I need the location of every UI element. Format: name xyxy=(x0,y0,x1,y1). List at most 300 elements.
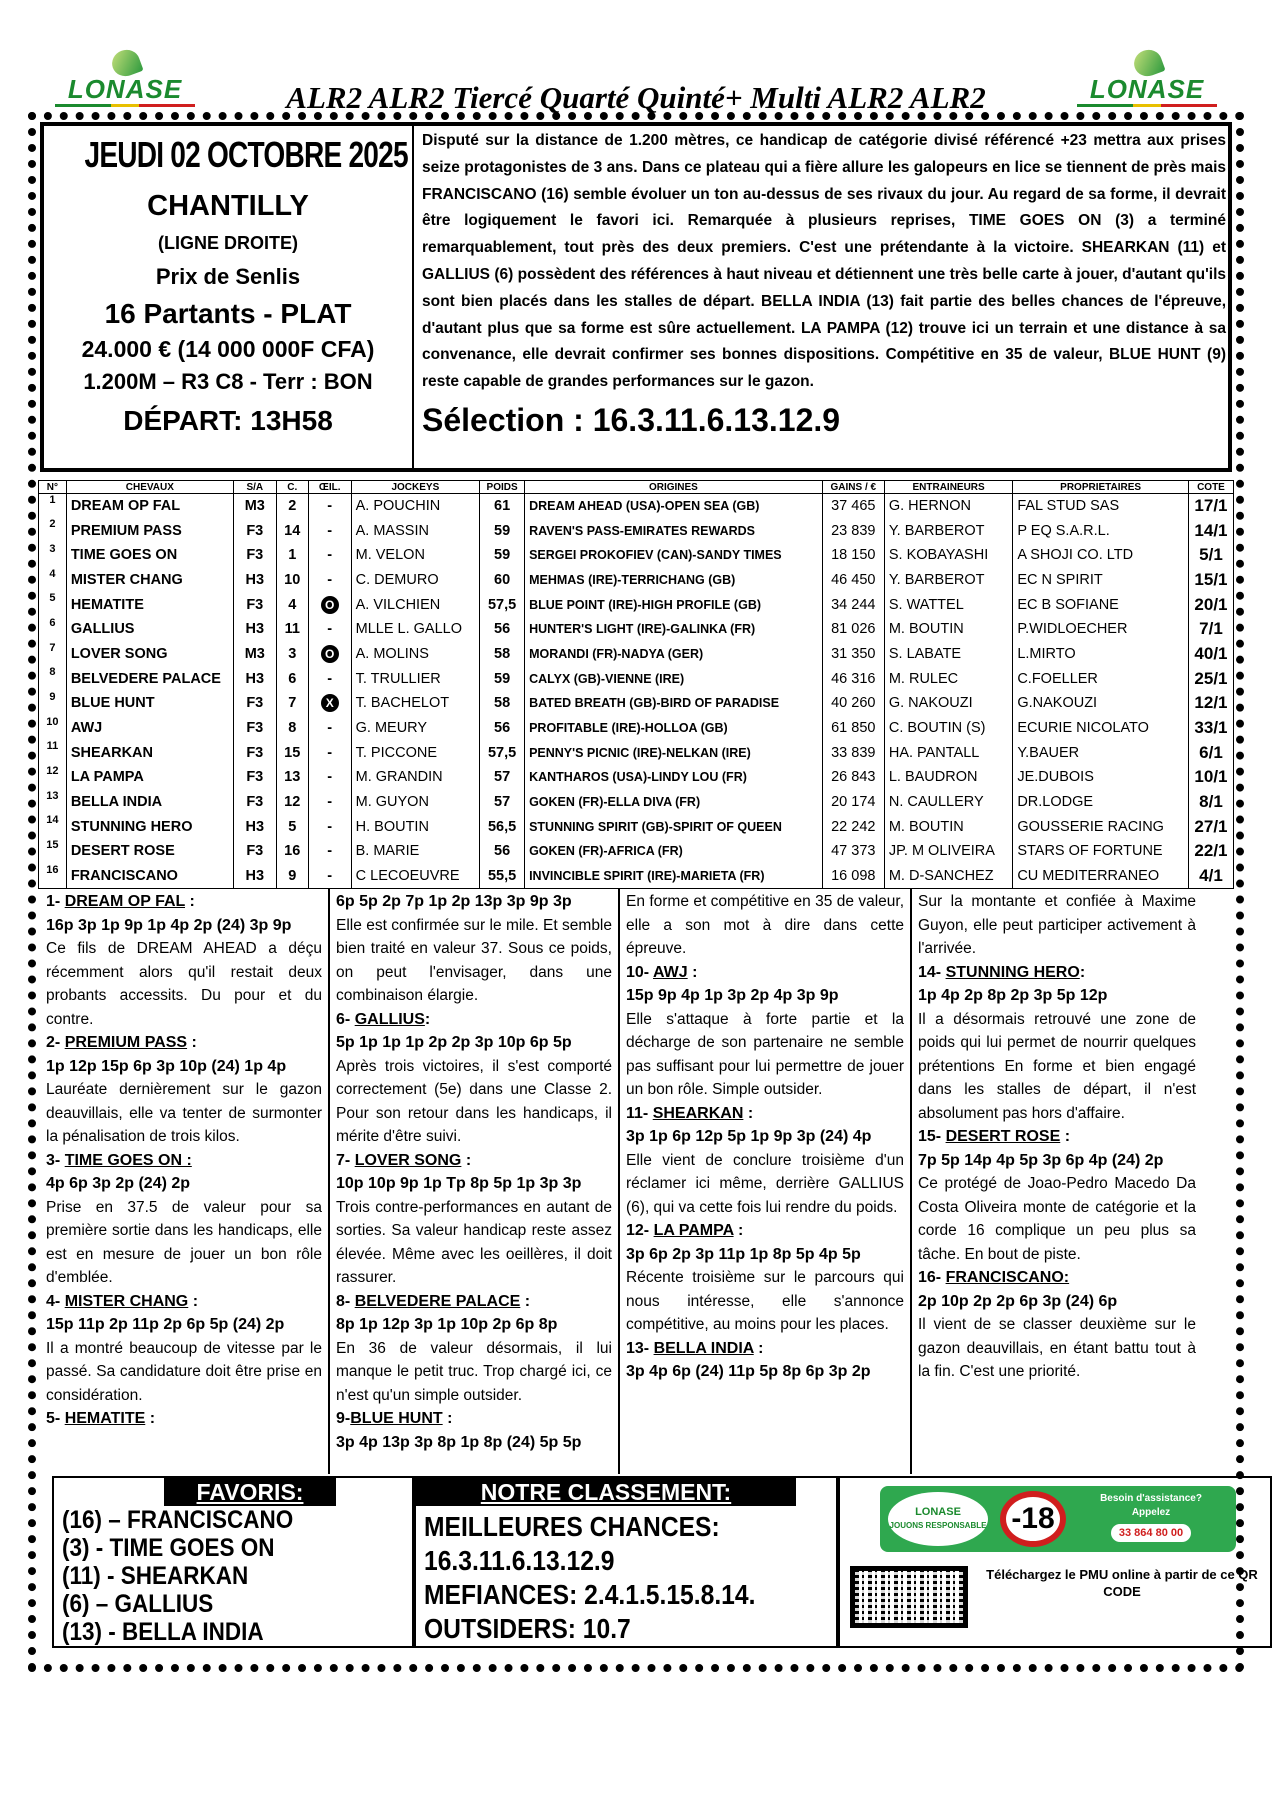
resp-slogan: JOUONS RESPONSABLE xyxy=(889,1521,987,1530)
comment-text-8: En 36 de valeur désormais, il lui manque le petit truc. Trop chargé ici, ce n'est qu'un simple outsider. xyxy=(336,1339,612,1404)
cell-proprietaire: GOUSSERIE RACING xyxy=(1013,814,1189,839)
comment-perf-4: 15p 11p 2p 11p 2p 6p 5p (24) 2p xyxy=(46,1316,285,1333)
cell-cheval: FRANCISCANO xyxy=(66,864,233,889)
bottom-section xyxy=(40,1476,1258,1648)
comment-text-7: Trois contre-performances en autant de sorties. Sa valeur handicap reste assez élevée. Même avec les oeillères, il doit rassurer. xyxy=(336,1198,612,1286)
cell-cote: 14/1 xyxy=(1188,518,1233,543)
cell-entraineur: JP. M OLIVEIRA xyxy=(884,839,1012,864)
phone-number[interactable]: 33 864 80 00 xyxy=(1111,1524,1191,1542)
cell-n: 5 xyxy=(39,592,67,617)
cell-jockey: A. VILCHIEN xyxy=(351,592,479,617)
comment-text-16: Il vient de se classer deuxième sur le gazon deauvillais, en étant battu tout à la fin. C'est une priorité. xyxy=(918,1316,1196,1380)
comment-heading-5: 5- HEMATITE : xyxy=(46,1410,156,1427)
col-header: ENTRAINEURS xyxy=(884,481,1012,494)
cell-sa: F3 xyxy=(233,518,276,543)
cell-poids: 61 xyxy=(480,494,525,519)
cell-cote: 4/1 xyxy=(1188,864,1233,889)
cell-oeil: - xyxy=(308,494,351,519)
favoris-box xyxy=(52,1476,414,1648)
cell-proprietaire: STARS OF FORTUNE xyxy=(1013,839,1189,864)
qr-pattern xyxy=(855,1571,963,1623)
cell-c: 9 xyxy=(276,864,308,889)
table-row xyxy=(39,839,1234,864)
table-header-row xyxy=(39,481,1234,494)
cell-cheval: MISTER CHANG xyxy=(66,568,233,593)
cell-poids: 56 xyxy=(480,716,525,741)
cell-oeil xyxy=(308,691,351,716)
horse-comments xyxy=(40,888,1232,1474)
cell-entraineur: L. BAUDRON xyxy=(884,765,1012,790)
col-header: ORIGINES xyxy=(525,481,823,494)
cell-oeil: - xyxy=(308,864,351,889)
col-header: S/A xyxy=(233,481,276,494)
cell-sa: H3 xyxy=(233,814,276,839)
comment-perf-13: 3p 4p 6p (24) 11p 5p 8p 6p 3p 2p xyxy=(626,1363,871,1380)
oeilleres-icon: O xyxy=(321,596,339,614)
cell-proprietaire: P EQ S.A.R.L. xyxy=(1013,518,1189,543)
comment-heading-12: 12- LA PAMPA : xyxy=(626,1222,744,1239)
cell-jockey: MLLE L. GALLO xyxy=(351,617,479,642)
cell-c: 16 xyxy=(276,839,308,864)
oeilleres-australiennes-icon: X xyxy=(321,694,339,712)
cell-n: 2 xyxy=(39,518,67,543)
cell-proprietaire: EC N SPIRIT xyxy=(1013,568,1189,593)
cell-n: 12 xyxy=(39,765,67,790)
cell-oeil: - xyxy=(308,790,351,815)
cell-cheval: BELLA INDIA xyxy=(66,790,233,815)
cell-sa: H3 xyxy=(233,864,276,889)
piste: (LIGNE DROITE) xyxy=(158,233,298,253)
comment-text-2: Lauréate dernièrement sur le gazon deauvillais, elle va tenter de surmonter la pénalisation de trois kilos. xyxy=(46,1081,322,1145)
cell-poids: 56,5 xyxy=(480,814,525,839)
cell-proprietaire: EC B SOFIANE xyxy=(1013,592,1189,617)
cell-poids: 58 xyxy=(480,642,525,667)
cell-cote: 10/1 xyxy=(1188,765,1233,790)
table-row xyxy=(39,716,1234,741)
comment-text-14: Il a désormais retrouvé une zone de poids qui lui permet de nourrir quelques prétentions En forme et bien engagé dans les stalles de départ, il n'est absolument pas hors d'affaire. xyxy=(918,1010,1196,1122)
cell-c: 13 xyxy=(276,765,308,790)
cell-jockey: M. GUYON xyxy=(351,790,479,815)
favori-item: (11) - SHEARKAN xyxy=(62,1562,249,1590)
comment-perf-7: 10p 10p 9p 1p Tp 8p 5p 1p 3p 3p xyxy=(336,1175,582,1192)
cell-sa: F3 xyxy=(233,839,276,864)
comment-text-1: Ce fils de DREAM AHEAD a déçu récemment alors qu'il restait deux probants accessits. Du pour et du contre. xyxy=(46,940,322,1028)
cell-entraineur: N. CAULLERY xyxy=(884,790,1012,815)
cell-entraineur: M. BOUTIN xyxy=(884,617,1012,642)
comment-perf-11: 3p 1p 6p 12p 5p 1p 9p 3p (24) 4p xyxy=(626,1128,872,1145)
cell-proprietaire: C.FOELLER xyxy=(1013,666,1189,691)
cell-sa: F3 xyxy=(233,691,276,716)
cell-poids: 57,5 xyxy=(480,740,525,765)
cell-oeil: - xyxy=(308,518,351,543)
hippodrome: CHANTILLY xyxy=(147,190,309,222)
lonase-logo-left xyxy=(50,54,200,104)
comment-heading-13: 13- BELLA INDIA : xyxy=(626,1339,764,1357)
cell-jockey: C. DEMURO xyxy=(351,568,479,593)
cell-jockey: H. BOUTIN xyxy=(351,814,479,839)
cell-c: 2 xyxy=(276,494,308,519)
cell-c: 6 xyxy=(276,666,308,691)
lonase-logo-right xyxy=(1072,54,1222,104)
cell-gains: 16 098 xyxy=(822,864,884,889)
comment-perf-2: 1p 12p 15p 6p 3p 10p (24) 1p 4p xyxy=(46,1057,287,1075)
col-header: JOCKEYS xyxy=(351,481,479,494)
comment-perf-6: 5p 1p 1p 1p 2p 2p 3p 10p 6p 5p xyxy=(336,1034,572,1051)
cell-oeil: - xyxy=(308,716,351,741)
comment-text-3: Prise en 37.5 de valeur pour sa première sortie dans les handicaps, elle est en mesure de jouer un bon rôle d'emblée. xyxy=(46,1198,322,1286)
cell-n: 11 xyxy=(39,740,67,765)
cell-cote: 7/1 xyxy=(1188,617,1233,642)
cell-entraineur: M. D-SANCHEZ xyxy=(884,864,1012,889)
cell-oeil: - xyxy=(308,765,351,790)
cell-origine: BATED BREATH (GB)-BIRD OF PARADISE xyxy=(525,691,823,716)
cell-proprietaire: L.MIRTO xyxy=(1013,642,1189,667)
cell-gains: 23 839 xyxy=(822,518,884,543)
cell-c: 14 xyxy=(276,518,308,543)
cell-jockey: G. MEURY xyxy=(351,716,479,741)
cell-proprietaire: CU MEDITERRANEO xyxy=(1013,864,1189,889)
cell-jockey: A. MASSIN xyxy=(351,518,479,543)
partants-table xyxy=(38,480,1234,889)
race-date: JEUDI 02 OCTOBRE 2025 xyxy=(84,134,408,175)
cell-entraineur: Y. BARBEROT xyxy=(884,568,1012,593)
cell-jockey: B. MARIE xyxy=(351,839,479,864)
race-info-box xyxy=(40,122,1232,472)
cell-cote: 25/1 xyxy=(1188,666,1233,691)
comments-column-2 xyxy=(330,888,620,1474)
responsible-gaming-banner xyxy=(880,1486,1236,1552)
cell-c: 12 xyxy=(276,790,308,815)
logo-text: LONASE xyxy=(1089,74,1205,104)
comments-column-4 xyxy=(912,888,1202,1474)
selection: Sélection : 16.3.11.6.13.12.9 xyxy=(422,401,841,438)
col-header: ŒIL. xyxy=(308,481,351,494)
comment-text-13: Sur la montante et confiée à Maxime Guyon, elle peut participer activement à l'arrivée. xyxy=(918,893,1196,957)
cell-jockey: A. MOLINS xyxy=(351,642,479,667)
cell-n: 9 xyxy=(39,691,67,716)
table-row xyxy=(39,568,1234,593)
table-row xyxy=(39,740,1234,765)
cell-n: 15 xyxy=(39,839,67,864)
col-header: CHEVAUX xyxy=(66,481,233,494)
cell-entraineur: HA. PANTALL xyxy=(884,740,1012,765)
cell-c: 4 xyxy=(276,592,308,617)
cell-c: 5 xyxy=(276,814,308,839)
cell-sa: F3 xyxy=(233,592,276,617)
cell-sa: H3 xyxy=(233,666,276,691)
comment-text-10: Elle s'attaque à forte partie et la décharge de son partenaire ne semble pas suffisant pour lui permettre de jouer un bon rôle. Simple outsider. xyxy=(626,1010,904,1098)
cell-cheval: HEMATITE xyxy=(66,592,233,617)
cell-gains: 22 242 xyxy=(822,814,884,839)
comment-text-9: En forme et compétitive en 35 de valeur, elle a son mot à dire dans cette épreuve. xyxy=(626,893,904,957)
cell-entraineur: S. LABATE xyxy=(884,642,1012,667)
cell-n: 8 xyxy=(39,666,67,691)
cell-c: 7 xyxy=(276,691,308,716)
resp-logo-text: LONASE xyxy=(915,1506,961,1518)
cell-origine: PENNY'S PICNIC (IRE)-NELKAN (IRE) xyxy=(525,740,823,765)
cell-cheval: BELVEDERE PALACE xyxy=(66,666,233,691)
comment-heading-2: 2- PREMIUM PASS : xyxy=(46,1034,197,1051)
cell-cote: 27/1 xyxy=(1188,814,1233,839)
cell-proprietaire: DR.LODGE xyxy=(1013,790,1189,815)
depart-time: DÉPART: 13H58 xyxy=(123,405,333,436)
help-text: Besoin d'assistance? xyxy=(1100,1493,1202,1504)
cell-oeil xyxy=(308,592,351,617)
logo-underline xyxy=(55,104,195,107)
cell-origine: STUNNING SPIRIT (GB)-SPIRIT OF QUEEN xyxy=(525,814,823,839)
comment-text-5: Elle est confirmée sur le mile. Et semble bien traité en valeur 37. Sous ce poids, on peut l'envisager, dans une combinaison élargie. xyxy=(336,916,612,1004)
cell-cote: 40/1 xyxy=(1188,642,1233,667)
allocation: 24.000 € (14 000 000F CFA) xyxy=(81,336,375,362)
comment-heading-6: 6- GALLIUS: xyxy=(336,1010,431,1028)
cell-origine: INVINCIBLE SPIRIT (IRE)-MARIETA (FR) xyxy=(525,864,823,889)
comment-perf-8: 8p 1p 12p 3p 1p 10p 2p 6p 8p xyxy=(336,1316,558,1333)
classement-box xyxy=(414,1476,838,1648)
cell-gains: 47 373 xyxy=(822,839,884,864)
classement-list xyxy=(424,1510,801,1646)
cell-proprietaire: A SHOJI CO. LTD xyxy=(1013,543,1189,568)
cell-entraineur: M. BOUTIN xyxy=(884,814,1012,839)
cell-gains: 34 244 xyxy=(822,592,884,617)
cell-jockey: M. VELON xyxy=(351,543,479,568)
col-header: GAINS / € xyxy=(822,481,884,494)
cell-cheval: PREMIUM PASS xyxy=(66,518,233,543)
cell-cote: 6/1 xyxy=(1188,740,1233,765)
comment-heading-14: 14- STUNNING HERO: xyxy=(918,963,1086,981)
table-row xyxy=(39,814,1234,839)
cell-cote: 8/1 xyxy=(1188,790,1233,815)
cell-cheval: TIME GOES ON xyxy=(66,543,233,568)
table-row xyxy=(39,592,1234,617)
comment-text-12: Récente troisième sur le parcours qui nous intéresse, elle s'annonce compétitive, au moins pour les places. xyxy=(626,1269,904,1333)
cell-c: 11 xyxy=(276,617,308,642)
comment-text-6: Après trois victoires, il s'est comporté correctement (5e) dans une Classe 2. Pour son retour dans les handicaps, il mérite d'être suivi. xyxy=(336,1057,612,1145)
cell-n: 3 xyxy=(39,543,67,568)
cell-poids: 59 xyxy=(480,518,525,543)
cell-poids: 57 xyxy=(480,765,525,790)
cell-gains: 37 465 xyxy=(822,494,884,519)
cell-origine: KANTHAROS (USA)-LINDY LOU (FR) xyxy=(525,765,823,790)
cell-sa: H3 xyxy=(233,617,276,642)
comment-perf-3: 4p 6p 3p 2p (24) 2p xyxy=(46,1175,191,1192)
cell-sa: M3 xyxy=(233,494,276,519)
race-details xyxy=(44,126,414,468)
col-header: C. xyxy=(276,481,308,494)
table-row xyxy=(39,543,1234,568)
qr-caption: Téléchargez le PMU online à partir de ce QR CODE xyxy=(986,1567,1258,1599)
cell-gains: 26 843 xyxy=(822,765,884,790)
cell-cheval: LOVER SONG xyxy=(66,642,233,667)
oeilleres-icon: O xyxy=(321,645,339,663)
cell-origine: PROFITABLE (IRE)-HOLLOA (GB) xyxy=(525,716,823,741)
table-row xyxy=(39,666,1234,691)
cell-c: 3 xyxy=(276,642,308,667)
cell-cheval: LA PAMPA xyxy=(66,765,233,790)
comment-heading-11: 11- SHEARKAN : xyxy=(626,1104,754,1122)
cell-c: 1 xyxy=(276,543,308,568)
table-row xyxy=(39,864,1234,889)
cell-poids: 56 xyxy=(480,617,525,642)
cell-cote: 22/1 xyxy=(1188,839,1233,864)
cell-n: 14 xyxy=(39,814,67,839)
cell-n: 10 xyxy=(39,716,67,741)
cell-origine: RAVEN'S PASS-EMIRATES REWARDS xyxy=(525,518,823,543)
cell-oeil: - xyxy=(308,543,351,568)
cell-gains: 46 450 xyxy=(822,568,884,593)
comment-heading-1: 1- DREAM OP FAL : xyxy=(46,893,195,910)
cell-oeil: - xyxy=(308,666,351,691)
qr-code-icon[interactable] xyxy=(850,1566,968,1628)
comment-heading-4: 4- MISTER CHANG : xyxy=(46,1292,199,1310)
table-row xyxy=(39,790,1234,815)
cell-origine: GOKEN (FR)-ELLA DIVA (FR) xyxy=(525,790,823,815)
cell-origine: MORANDI (FR)-NADYA (GER) xyxy=(525,642,823,667)
cell-origine: GOKEN (FR)-AFRICA (FR) xyxy=(525,839,823,864)
cell-oeil: - xyxy=(308,839,351,864)
cell-oeil: - xyxy=(308,617,351,642)
cell-proprietaire: G.NAKOUZI xyxy=(1013,691,1189,716)
jouons-responsable-logo xyxy=(888,1492,988,1546)
cell-cheval: AWJ xyxy=(66,716,233,741)
cell-cote: 5/1 xyxy=(1188,543,1233,568)
cell-entraineur: M. RULEC xyxy=(884,666,1012,691)
comment-heading-16: 16- FRANCISCANO: xyxy=(918,1269,1070,1286)
cell-cote: 15/1 xyxy=(1188,568,1233,593)
cell-cheval: STUNNING HERO xyxy=(66,814,233,839)
cell-entraineur: G. NAKOUZI xyxy=(884,691,1012,716)
cell-n: 6 xyxy=(39,617,67,642)
comments-column-1 xyxy=(40,888,330,1474)
cell-cheval: SHEARKAN xyxy=(66,740,233,765)
cell-oeil: - xyxy=(308,568,351,593)
cell-sa: F3 xyxy=(233,765,276,790)
cell-sa: F3 xyxy=(233,716,276,741)
cell-proprietaire: FAL STUD SAS xyxy=(1013,494,1189,519)
comment-heading-9: 9-BLUE HUNT : xyxy=(336,1410,453,1427)
comment-perf-16: 2p 10p 2p 2p 6p 3p (24) 6p xyxy=(918,1292,1118,1310)
comment-perf-10: 15p 9p 4p 1p 3p 2p 4p 3p 9p xyxy=(626,987,839,1004)
page-title: ALR2 ALR2 Tiercé Quarté Quinté+ Multi ALR2 ALR2 xyxy=(286,80,986,115)
cell-origine: HUNTER'S LIGHT (IRE)-GALINKA (FR) xyxy=(525,617,823,642)
prix-name: Prix de Senlis xyxy=(155,264,301,289)
table-row xyxy=(39,494,1234,519)
comment-heading-3: 3- TIME GOES ON : xyxy=(46,1151,192,1169)
cell-entraineur: S. WATTEL xyxy=(884,592,1012,617)
comment-text-15: Ce protégé de Joao-Pedro Macedo Da Costa Oliveira monte de catégorie et la corde 16 complique un peu plus sa tâche. En bout de piste. xyxy=(918,1175,1196,1263)
cell-poids: 55,5 xyxy=(480,864,525,889)
race-analysis xyxy=(422,128,1226,439)
cell-n: 16 xyxy=(39,864,67,889)
table-row xyxy=(39,617,1234,642)
cell-gains: 31 350 xyxy=(822,642,884,667)
call-text: Appelez xyxy=(1131,1507,1171,1518)
cell-gains: 18 150 xyxy=(822,543,884,568)
comment-text-11: Elle vient de conclure troisième d'un réclamer ici même, derrière GALLIUS (6), qui va cette fois lui rendre du poids. xyxy=(626,1151,904,1216)
age-restriction-icon: -18 xyxy=(1000,1491,1066,1547)
jeu-responsable-box xyxy=(838,1476,1272,1648)
favori-item: (3) - TIME GOES ON xyxy=(62,1534,275,1562)
page-header xyxy=(40,50,1232,120)
cell-gains: 81 026 xyxy=(822,617,884,642)
cell-cote: 33/1 xyxy=(1188,716,1233,741)
cell-sa: F3 xyxy=(233,740,276,765)
cell-cote: 12/1 xyxy=(1188,691,1233,716)
comment-perf-12: 3p 6p 2p 3p 11p 1p 8p 5p 4p 5p xyxy=(626,1245,861,1263)
cell-poids: 57,5 xyxy=(480,592,525,617)
cell-poids: 59 xyxy=(480,543,525,568)
comment-perf-1: 16p 3p 1p 9p 1p 4p 2p (24) 3p 9p xyxy=(46,916,292,934)
cell-n: 1 xyxy=(39,494,67,519)
cell-entraineur: Y. BARBEROT xyxy=(884,518,1012,543)
cell-gains: 20 174 xyxy=(822,790,884,815)
comment-perf-9: 3p 4p 13p 3p 8p 1p 8p (24) 5p 5p xyxy=(336,1433,582,1451)
partants-count: 16 Partants - PLAT xyxy=(104,298,352,329)
distance-info: 1.200M – R3 C8 - Terr : BON xyxy=(83,369,373,394)
col-header: COTE xyxy=(1188,481,1233,494)
mefiances: MEFIANCES: 2.4.1.5.15.8.14. xyxy=(424,1579,756,1610)
comment-heading-15: 15- DESERT ROSE : xyxy=(918,1128,1071,1145)
help-info xyxy=(1076,1492,1226,1542)
cell-sa: F3 xyxy=(233,543,276,568)
cell-origine: CALYX (GB)-VIENNE (IRE) xyxy=(525,666,823,691)
cell-oeil: - xyxy=(308,814,351,839)
favori-item: (16) – FRANCISCANO xyxy=(62,1506,294,1534)
cell-n: 7 xyxy=(39,642,67,667)
comment-perf-5: 6p 5p 2p 7p 1p 2p 13p 3p 9p 3p xyxy=(336,893,572,910)
col-header: PROPRIETAIRES xyxy=(1013,481,1189,494)
comments-column-3 xyxy=(620,888,912,1474)
cell-oeil: - xyxy=(308,740,351,765)
comment-text-4: Il a montré beaucoup de vitesse par le passé. Sa candidature doit être prise en considération. xyxy=(46,1339,322,1404)
classement-title: NOTRE CLASSEMENT: xyxy=(416,1478,796,1506)
cell-n: 4 xyxy=(39,568,67,593)
cell-origine: SERGEI PROKOFIEV (CAN)-SANDY TIMES xyxy=(525,543,823,568)
cell-sa: M3 xyxy=(233,642,276,667)
cell-cheval: BLUE HUNT xyxy=(66,691,233,716)
cell-sa: H3 xyxy=(233,568,276,593)
cell-origine: MEHMAS (IRE)-TERRICHANG (GB) xyxy=(525,568,823,593)
cell-cote: 20/1 xyxy=(1188,592,1233,617)
table-row xyxy=(39,765,1234,790)
cell-entraineur: C. BOUTIN (S) xyxy=(884,716,1012,741)
table-row xyxy=(39,691,1234,716)
favoris-title: FAVORIS: xyxy=(164,1478,336,1506)
favori-item: (6) – GALLIUS xyxy=(62,1590,214,1618)
pronostic-text: Disputé sur la distance de 1.200 mètres, ce handicap de catégorie divisé référencé +23 mettra aux prises seize protagonistes de 3 ans. Dans ce plateau qui a fière allure les galopeurs en lice se tiennent de près mais FRANCISCANO (16) semble évoluer un ton au-dessus de ses rivaux du jour. Au regard de sa forme, il devrait être logiquement le favori ici. Remarquée à plusieurs reprises, TIME GOES ON (3) a terminé remarquablement, tout près des deux premiers. C'est une prétendante à la victoire. SHEARKAN (11) et GALLIUS (6) possèdent des références à haut niveau et détiennent une très belle carte à jouer, d'autant qu'ils sont bien placés dans les stalles de départ. BELLA INDIA (13) fait partie des belles chances de l'épreuve, d'autant plus que sa forme est sûre actuellement. LA PAMPA (12) trouve ici un terrain et une distance à sa convenance, elle devrait confirmer ses bonnes dispositions. Compétitive en 35 de valeur, BLUE HUNT (9) reste capable de grandes performances sur le gazon. xyxy=(422,132,1226,391)
cell-cheval: GALLIUS xyxy=(66,617,233,642)
cell-cheval: DESERT ROSE xyxy=(66,839,233,864)
meilleures-values: 16.3.11.6.13.12.9 xyxy=(424,1545,615,1576)
cell-proprietaire: P.WIDLOECHER xyxy=(1013,617,1189,642)
table-row xyxy=(39,518,1234,543)
cell-jockey: M. GRANDIN xyxy=(351,765,479,790)
cell-cote: 17/1 xyxy=(1188,494,1233,519)
cell-entraineur: G. HERNON xyxy=(884,494,1012,519)
favoris-list xyxy=(62,1506,319,1646)
cell-sa: F3 xyxy=(233,790,276,815)
cell-proprietaire: JE.DUBOIS xyxy=(1013,765,1189,790)
cell-jockey: T. PICCONE xyxy=(351,740,479,765)
comment-heading-7: 7- LOVER SONG : xyxy=(336,1151,472,1169)
logo-text: LONASE xyxy=(67,74,183,104)
cell-oeil xyxy=(308,642,351,667)
comment-heading-10: 10- AWJ : xyxy=(626,963,698,981)
cell-gains: 46 316 xyxy=(822,666,884,691)
table-row xyxy=(39,642,1234,667)
cell-poids: 58 xyxy=(480,691,525,716)
cell-poids: 60 xyxy=(480,568,525,593)
cell-gains: 33 839 xyxy=(822,740,884,765)
